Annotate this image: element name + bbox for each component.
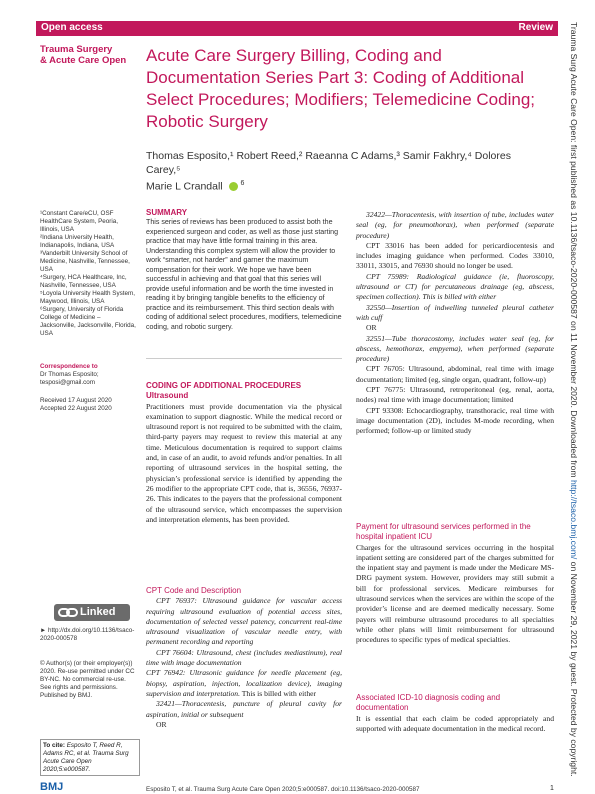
subsection-heading: Ultrasound xyxy=(146,391,189,401)
article-title: Acute Care Surgery Billing, Coding and Documentation Series Part 3: Coding of Additional Select Procedures; Modifiers; Telemedicine Coding; Robotic Surgery xyxy=(146,46,535,131)
coding-section xyxy=(146,381,342,525)
vertical-download-notice xyxy=(567,22,581,782)
correspondence xyxy=(40,363,136,387)
affiliation-item: ⁵Loyola University Health System, Maywood, Illinois, USA xyxy=(40,290,136,305)
open-access-label: Open access xyxy=(41,22,103,33)
cpt-32551: 32551—Tube thoracostomy, includes water seal (eg, for abscess, hemothorax, empyema), when performed (separate procedure) xyxy=(356,333,554,364)
journal-name-line2: & Acute Care Open xyxy=(40,55,127,66)
or-separator: OR xyxy=(156,719,167,729)
summary-heading: SUMMARY xyxy=(146,208,188,217)
journal-name xyxy=(40,44,140,66)
page-number: 1 xyxy=(550,785,554,792)
chain-link-icon xyxy=(58,606,78,619)
orcid-icon[interactable] xyxy=(229,182,238,191)
accepted-date: Accepted 22 August 2020 xyxy=(40,405,112,412)
cpt-93308: CPT 93308: Echocardiography, transthoracic, real time with image documentation (2D), includes M-mode recording, when performed; follow-up or limited study xyxy=(356,405,554,436)
cpt-76942: CPT 76942: Ultrasonic guidance for needle placement (eg, biopsy, aspiration, injection, localization device), imaging supervision and interpretation. xyxy=(146,668,342,698)
cpt-33016: CPT 33016 has been added for pericardiocentesis and includes imaging guidance when performed. Codes 33010, 33011, 33015, and 76930 should no longer be used. xyxy=(356,240,554,271)
icd-heading: Associated ICD-10 diagnosis coding and documentation xyxy=(356,693,501,713)
cpt-heading: CPT Code and Description xyxy=(146,586,242,595)
cpt-76775: CPT 76775: Ultrasound, retroperitoneal (eg, renal, aorta, nodes) real time with image documentation; limited xyxy=(356,385,554,405)
received-date: Received 17 August 2020 xyxy=(40,397,112,404)
vertical-text-b: on November 29, 2021 by guest. Protected by copyright. xyxy=(569,561,579,777)
vertical-text-a: Trauma Surg Acute Care Open: first published as 10.1136/tsaco-2020-000587 on 11 November 2020. Downloaded from xyxy=(569,22,579,478)
page-footer: Esposito T, et al. Trauma Surg Acute Care Open 2020;5:e000587. doi:10.1136/tsaco-2020-000587 xyxy=(146,786,420,793)
affiliation-item: ⁴Surgery, HCA Healthcare, Inc, Nashville, Tennessee, USA xyxy=(40,274,127,289)
author-affiliation-sup: 6 xyxy=(240,180,245,187)
authors-line1: Thomas Esposito,¹ Robert Reed,² Raeanna C Adams,³ Samir Fakhry,⁴ Dolores Carey,⁵ xyxy=(146,150,511,176)
copyright-notice: © Author(s) (or their employer(s)) 2020. Re-use permitted under CC BY-NC. No commercial re-use. See rights and permissions. Published by BMJ. xyxy=(40,660,135,699)
article-type-label: Review xyxy=(518,22,553,33)
affiliation-item: ¹Constant Care/eCU, OSF HealthCare System, Peoria, Illinois, USA xyxy=(40,210,119,233)
icu-text: Charges for the ultrasound services occurring in the hospital inpatient setting are considered part of the charges submitted for the inpatient stay and payment is made under the Medicare MS-DRG payment system. However, providers may still submit a bill for professional services. Medicare reimburses for ultrasound services when the services are within the scope of the provider’s license and are deemed medically necessary. Some payers will reimburse ultrasound procedures to all specialties while other plans will limit reimbursement for ultrasound procedures to specific types of medical specialties. xyxy=(356,542,554,645)
cpt-32422: 32422—Thoracentesis, with insertion of tube, includes water seal (eg, for pneumothorax), when performed (separate procedure) xyxy=(356,210,554,240)
journal-site-link[interactable]: http://tsaco.bmj.com/ xyxy=(569,479,579,560)
summary-divider xyxy=(146,358,342,359)
cpt-76705: CPT 76705: Ultrasound, abdominal, real time with image documentation; limited (eg, single organ, quadrant, follow-up) xyxy=(356,364,554,384)
authors-line2: Marie L Crandall xyxy=(146,180,223,193)
icd-text: It is essential that each claim be coded appropriately and supported with adequate documentation in the medical record. xyxy=(356,713,554,733)
cpt-32550: 32550—Insertion of indwelling tunneled pleural catheter with cuff xyxy=(356,302,554,322)
linked-label: Linked xyxy=(80,606,116,618)
top-banner xyxy=(36,21,558,36)
affiliation-item: ⁶Surgery, University of Florida College of Medicine – Jacksonville, Jacksonville, Florida, USA xyxy=(40,306,136,337)
citation-box xyxy=(40,739,140,776)
cpt-section-continued xyxy=(356,210,554,437)
doi-link[interactable]: ► http://dx.doi.org/10.1136/tsaco-2020-000578 xyxy=(40,627,135,642)
affiliation-item: ²Indiana University Health, Indianapolis, Indiana, USA xyxy=(40,234,115,249)
cpt-76937: CPT 76937: Ultrasound guidance for vascular access requiring ultrasound evaluation of potential access sites, documentation of selected vessel patency, concurrent real-time ultrasound visualization of vascular needle entry, with permanent recording and reporting xyxy=(146,596,342,647)
author-list xyxy=(146,149,546,194)
cite-label: To cite: xyxy=(43,742,65,749)
cpt-75989: CPT 75989: Radiological guidance (ie, fluoroscopy, ultrasound or CT) for percutaneous drainage (eg, abscess, specimen collection). This is billed with either xyxy=(356,271,554,302)
correspondence-heading: Correspondence to xyxy=(40,363,98,370)
journal-name-line1: Trauma Surgery xyxy=(40,44,113,55)
affiliations xyxy=(40,210,136,338)
icd-section xyxy=(356,693,554,734)
correspondence-text[interactable]: Dr Thomas Esposito; tesposi@gmail.com xyxy=(40,371,99,386)
section-heading: CODING OF ADDITIONAL PROCEDURES xyxy=(146,381,302,390)
icu-payment-section xyxy=(356,522,554,646)
summary-section xyxy=(146,208,342,332)
summary-text: This series of reviews has been produced to assist both the experienced surgeon and coder, as well as those just starting practice that may have little formal training in this area. Understanding this complex system will allow the provider to work “smarter, not harder” and garner the maximum compensation for their work. We hope we have been successful in achieving and that goal that this series will provide useful information and be worth the time invested in reading it by bringing tangible benefits to the efficiency of practice and its reimbursement. This third section deals with coding of additional select procedures, modifiers, telemedicine coding, and robotic surgery. xyxy=(146,218,342,331)
billed-either: This is billed with either xyxy=(241,688,317,698)
cpt-section xyxy=(146,586,342,730)
cite-text: Esposito T, Reed R, Adams RC, et al. Trauma Surg Acute Care Open 2020;5:e000587. xyxy=(43,742,129,773)
cpt-32421: 32421—Thoracentesis, puncture of pleural cavity for aspiration, initial or subsequent xyxy=(146,699,342,719)
dates xyxy=(40,397,136,413)
section-text: Practitioners must provide documentation via the physical examination to support diagnostic. While the medical record or ultrasound report is not required to be submitted with the claim, third-party payers may request to review this material at any time. Meticulous documentation is required to support claims and, in case of an audit, to avoid refunds and/or penalties. In all reporting of ultrasound services in the hospital setting, the physician’s professional service is identified by appending the 26 modifier to the appropriate CPT code, that is, 36556, 76937-26. This indicates to the payers that the professional component of the ultrasound service, which encompasses the supervision and interpretation elements, has been provided. xyxy=(146,401,342,524)
or-separator: OR xyxy=(366,323,377,333)
linked-badge[interactable] xyxy=(54,604,130,621)
bmj-logo: BMJ xyxy=(40,781,64,793)
cpt-76604: CPT 76604: Ultrasound, chest (includes mediastinum), real time with image documentation xyxy=(146,647,342,668)
affiliation-item: ³Vanderbilt University School of Medicine, Nashville, Tennessee, USA xyxy=(40,250,130,273)
icu-heading: Payment for ultrasound services performed in the hospital inpatient ICU xyxy=(356,522,531,542)
